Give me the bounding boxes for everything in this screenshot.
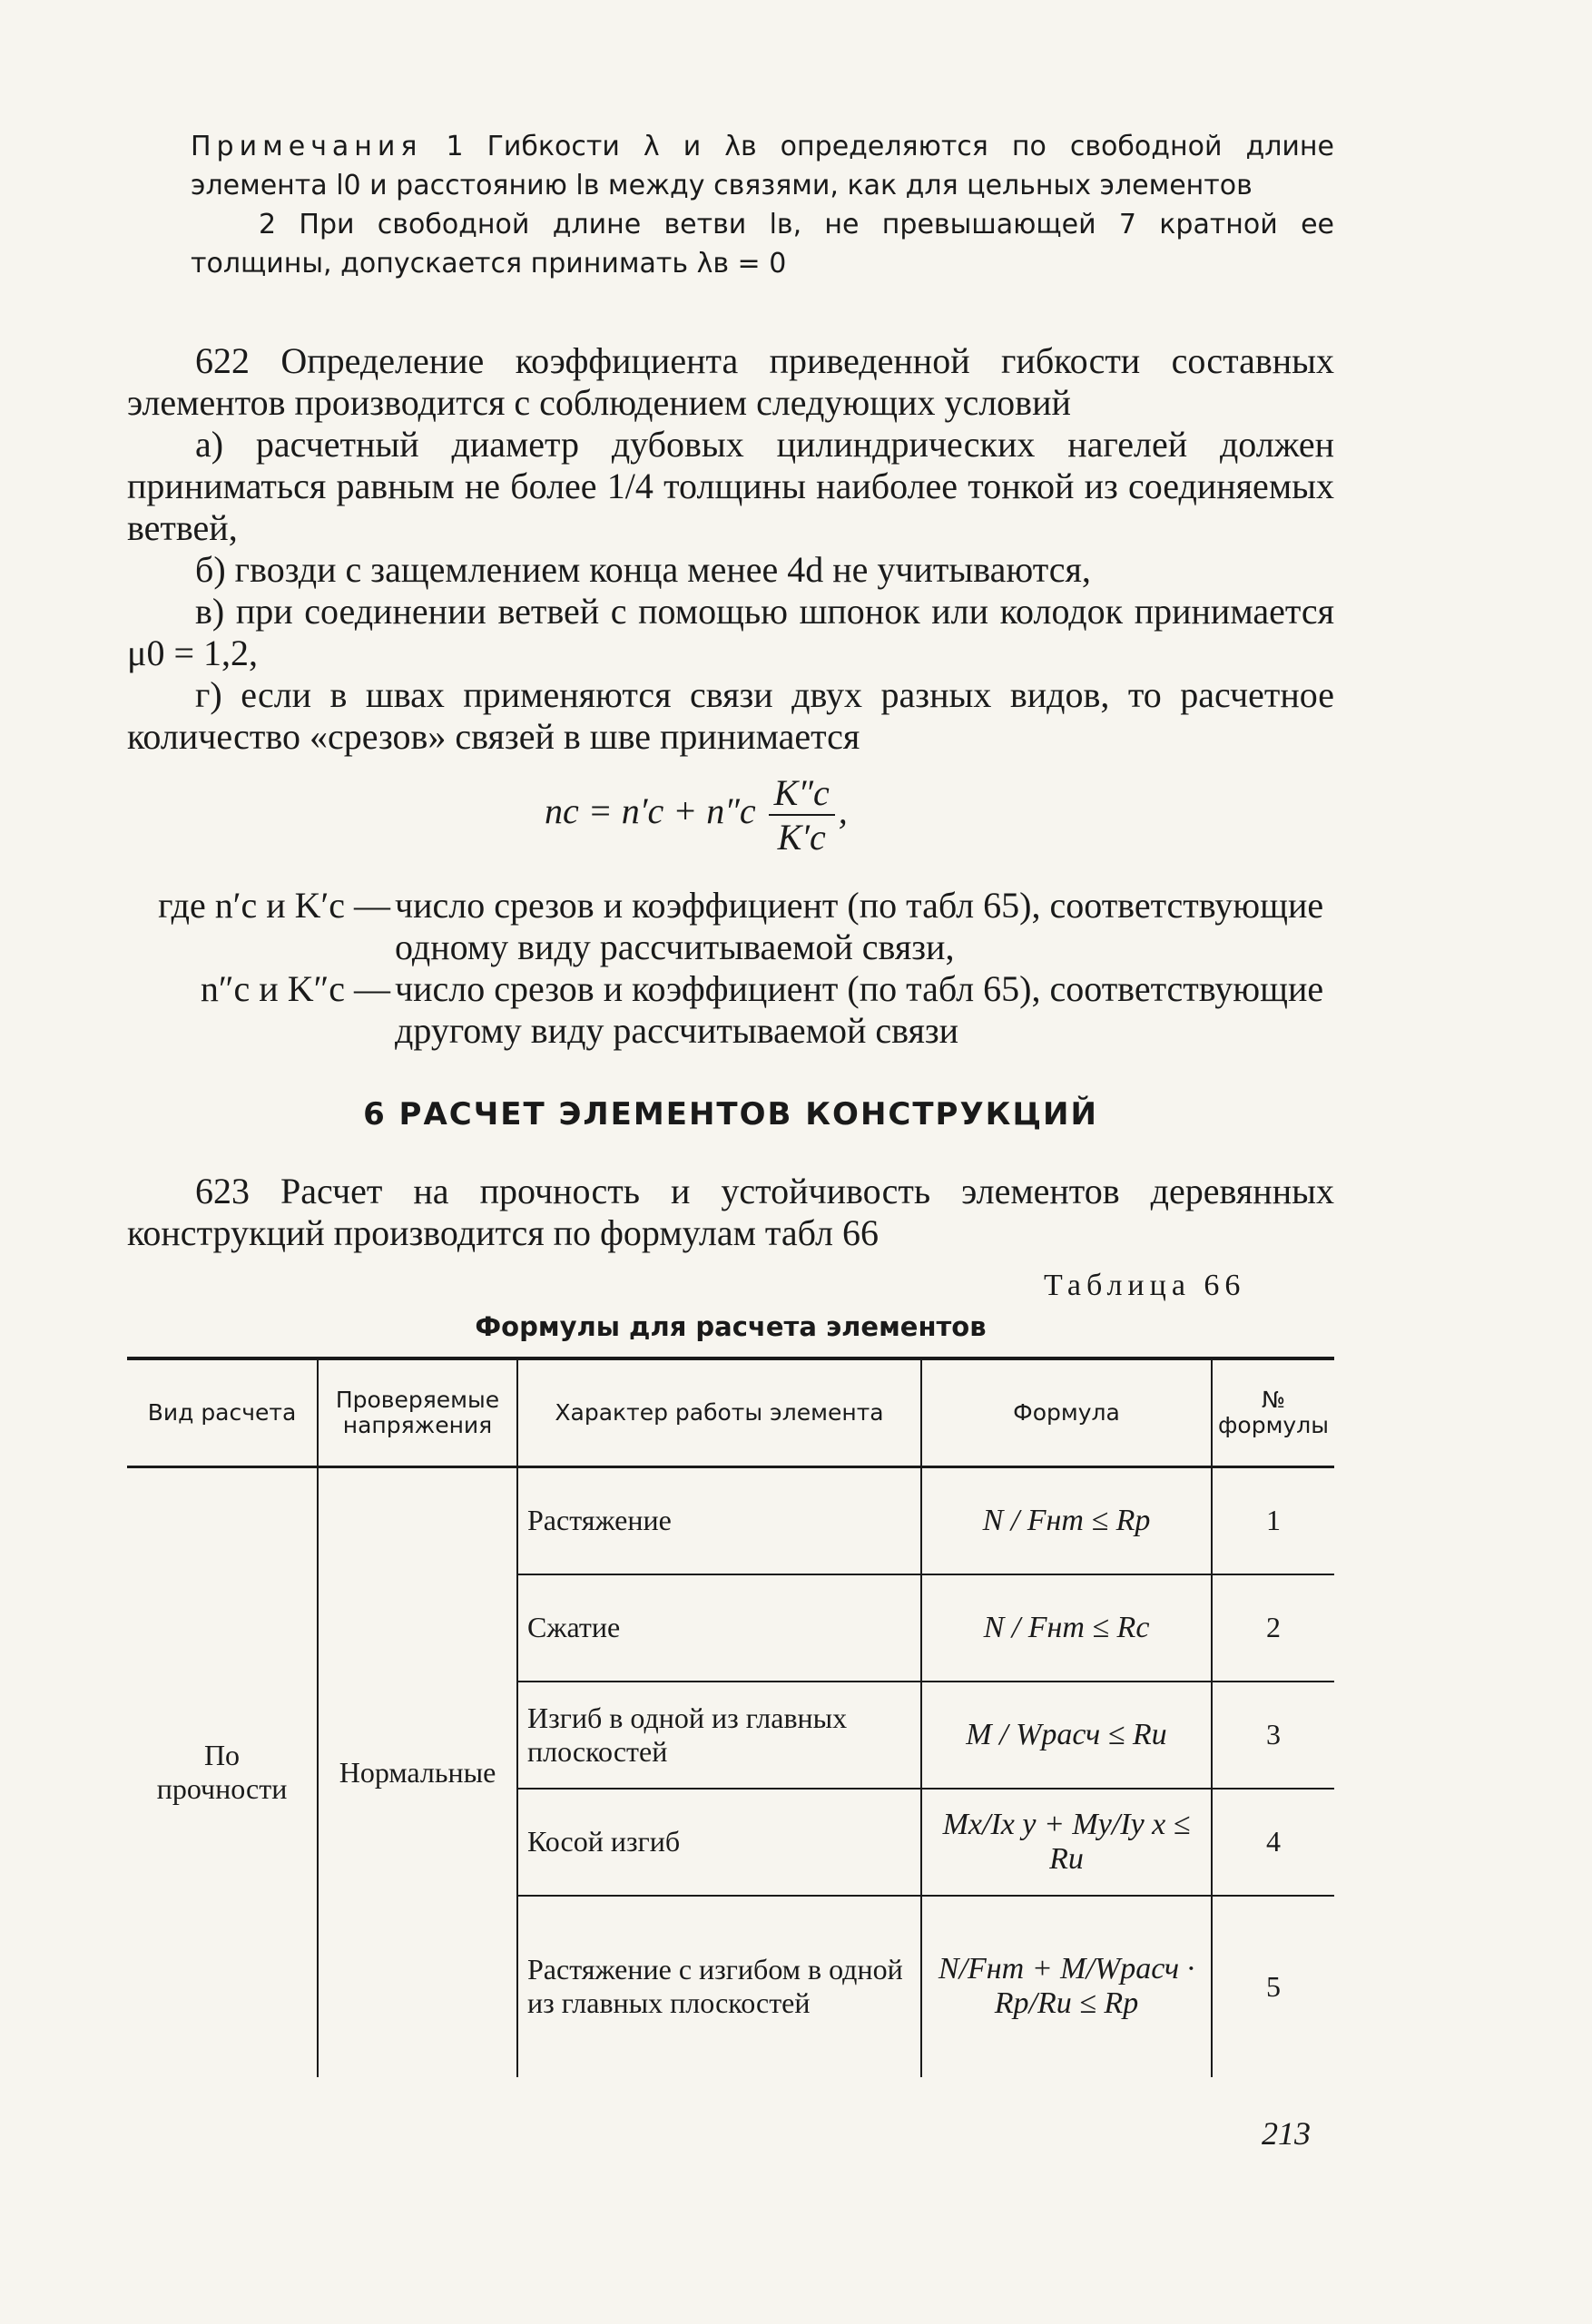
where-text-2: число срезов и коэффициент (по табл 65), соответствующие другому виду рассчитываемой связи [395,968,1324,1051]
header-kind: Вид расчета [127,1358,318,1467]
where-row-1 [127,885,1334,968]
note-2: 2 При свободной длине ветви lв, не превышающей 7 кратной ее толщины, допускается принимать λв = 0 [191,209,1334,279]
header-formula: Формула [921,1358,1212,1467]
cell-formula: N / Fнт ≤ Rр [921,1467,1212,1574]
where-text-1: число срезов и коэффициент (по табл 65), соответствующие одному виду рассчитываемой связи, [395,885,1324,967]
cell-formula-number: 3 [1212,1682,1334,1789]
cell-stress: Нормальные [318,1467,517,2077]
table-row [127,1467,1334,1574]
cell-character: Сжатие [517,1574,921,1682]
p622-item-b: б) гвозди с защемлением конца менее 4d не учитываются, [195,549,1091,590]
cell-character: Косой изгиб [517,1789,921,1896]
p622-item-v: в) при соединении ветвей с помощью шпонок или колодок принимается μ0 = 1,2, [127,591,1334,673]
p623-text: 623 Расчет на прочность и устойчивость элементов деревянных конструкций производится по формулам табл 66 [127,1171,1334,1253]
formula-tail: , [838,790,848,832]
cell-formula-number: 5 [1212,1896,1334,2077]
where-block [127,885,1334,1052]
formula-numerator: K″с [769,771,835,816]
p622-item-g: г) если в швах применяются связи двух разных видов, то расчетное количество «срезов» связей в шве принимается [127,674,1334,757]
header-character: Характер работы элемента [517,1358,921,1467]
where-lead-2: n″с и K″с — [200,968,390,1009]
cell-formula-number: 1 [1212,1467,1334,1574]
header-number: № формулы [1212,1358,1334,1467]
page-number: 213 [1262,2115,1311,2152]
note-1-text: 1 Гибкости λ и λв определяются по свободной длине элемента l0 и расстоянию lв между связями, как для цельных элементов [191,131,1334,201]
section-heading: 6 РАСЧЕТ ЭЛЕМЕНТОВ КОНСТРУКЦИЙ [363,1096,1098,1133]
p622-item-a: а) расчетный диаметр дубовых цилиндрических нагелей должен приниматься равным не более 1/4 толщины наиболее тонкой из соединяемых ветвей, [127,424,1334,548]
formulas-table [127,1357,1334,2077]
paragraph-623 [127,1171,1334,1254]
formula-denominator: K′с [777,817,826,858]
table-header-row [127,1358,1334,1467]
table-number: Таблица 66 [1044,1269,1246,1302]
cell-formula: N/Fнт + M/Wрасч · Rр/Rи ≤ Rр [921,1896,1212,2077]
header-stress: Проверяемые напряжения [318,1358,517,1467]
shear-count-formula [545,771,848,858]
cell-kind: По прочности [156,1739,288,1806]
table-title: Формулы для расчета элементов [475,1311,987,1342]
cell-formula-number: 2 [1212,1574,1334,1682]
cell-formula-number: 4 [1212,1789,1334,1896]
paragraph-622 [127,340,1334,758]
cell-formula: Mx/Ix y + My/Iy x ≤ Rи [921,1789,1212,1896]
p622-intro: 622 Определение коэффициента приведенной гибкости составных элементов производится с соблюдением следующих условий [127,340,1334,423]
note-1 [191,127,1334,205]
formula-fraction [769,771,835,858]
cell-character: Растяжение [517,1467,921,1574]
cell-formula: M / Wрасч ≤ Rи [921,1682,1212,1789]
notes-block [191,127,1334,283]
formula-lhs: nс = n′с + n″с [545,790,756,832]
where-row-2 [127,968,1334,1052]
notes-heading: Примечания [191,131,423,162]
cell-character: Изгиб в одной из главных плоскостей [517,1682,921,1789]
cell-formula: N / Fнт ≤ Rс [921,1574,1212,1682]
cell-character: Растяжение с изгибом в одной из главных плоскостей [517,1896,921,2077]
where-lead-1: где n′с и K′с — [158,885,390,926]
